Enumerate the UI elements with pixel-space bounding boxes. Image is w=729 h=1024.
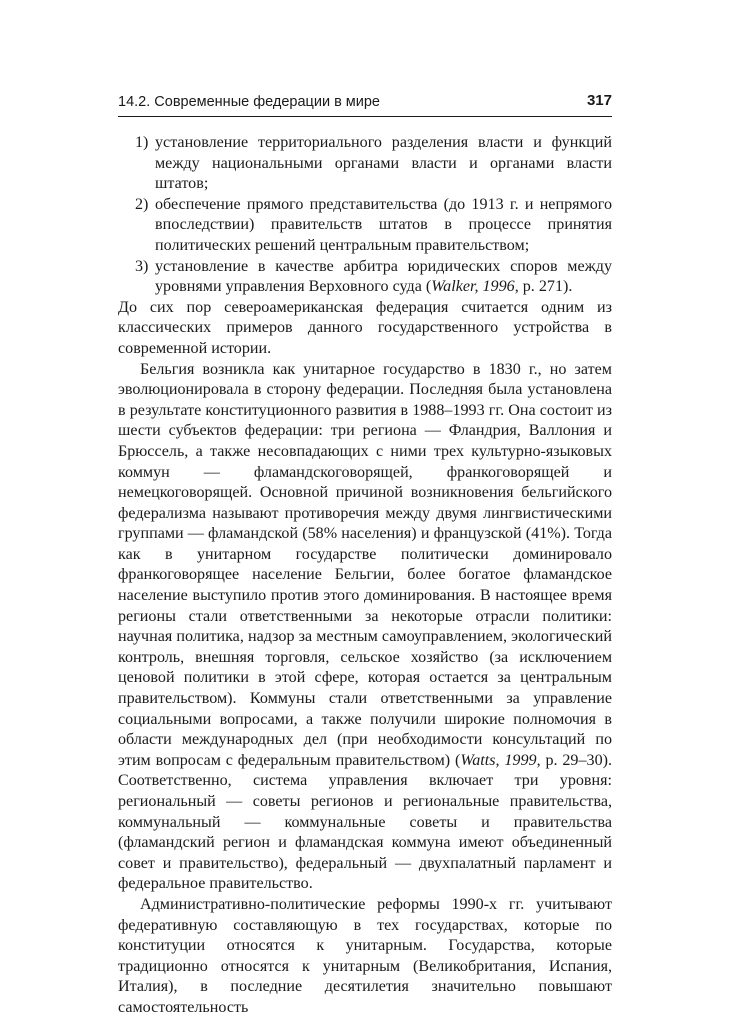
paragraph: До сих пор североамериканская федерация считается одним из классических примеров данного государственного устройства в современной истории.: [118, 298, 612, 357]
paragraph: [118, 360, 612, 895]
list-item-text: обеспечение прямого представительства (до 1913 г. и непрямого впоследствии) правительств штатов в процессе принятия политических решений центральным правительством;: [155, 195, 612, 254]
list-marker: 1): [135, 134, 149, 151]
running-head: [118, 92, 612, 114]
paragraph-text: Бельгия возникла как унитарное государство в 1830 г., но затем эволюционировала в сторону федерации. Последняя была установлена в результате конституционного развития в 1988–1993 гг. Она состоит из шести субъектов федерации: три региона — Фландрия, Валлония и Брюссель, а также несовпадающих с ними трех культурно-языковых коммун — фламандскоговорящей, франкоговорящей и немецкоговорящей. Основной причиной возникновения бельгийского федерализма называют противоречия между двумя лингвистическими группами — фламандской (58% населения) и французской (41%). Тогда как в унитарном государстве политически доминировало франкоговорящее население Бельгии, более богатое фламандское население выступило против этого доминирования. В настоящее время регионы стали ответственными за некоторые отрасли политики: научная политика, надзор за местным самоуправлением, экологический контроль, внешняя торговля, сельское хозяйство (за исключением ценовой политики в этой сфере, которая остается за центральным правительством). Коммуны стали ответственными за управление социальными вопросами, а также получили широкие полномочия в области международных дел (при необходимости консультаций по этим вопросам с федеральным правительством) (: [118, 360, 612, 769]
section-title: 14.2. Современные федерации в мире: [118, 94, 380, 110]
body-text: [118, 133, 612, 1019]
list-item: [118, 257, 612, 298]
list-item: [118, 133, 612, 195]
header-rule: [118, 116, 612, 117]
list-item-text: установление в качестве арбитра юридических споров между уровнями управления Верховного суда (: [155, 257, 612, 296]
list-item-text-tail: , р. 271).: [514, 278, 573, 296]
list-marker: 2): [135, 195, 149, 213]
list-item: [118, 195, 612, 257]
paragraph-text-tail: , р. 29–30). Соответственно, система управления включает три уровня: региональный — советы регионов и региональные правительства, коммунальный — коммунальные советы и правительства (фламандский регион и фламандская коммуна имеют объединенный совет и правительство), федеральный — двухпалатный парламент и федеральное правительство.: [118, 751, 612, 893]
page-number: 317: [586, 92, 612, 109]
citation: Watts, 1999: [460, 751, 537, 769]
citation: Walker, 1996: [431, 278, 515, 296]
list-item-text: установление территориального разделения власти и функций между национальными органами власти и органами власти штатов;: [155, 134, 612, 193]
paragraph: Административно-политические реформы 1990-х гг. учитывают федеративную составляющую в тех государствах, которые по конституции относятся к унитарным. Государства, которые традиционно относятся к унитарным (Великобритания, Испания, Италия), в последние десятилетия значительно повышают самостоятельность: [118, 895, 612, 1016]
list-marker: 3): [135, 257, 149, 275]
